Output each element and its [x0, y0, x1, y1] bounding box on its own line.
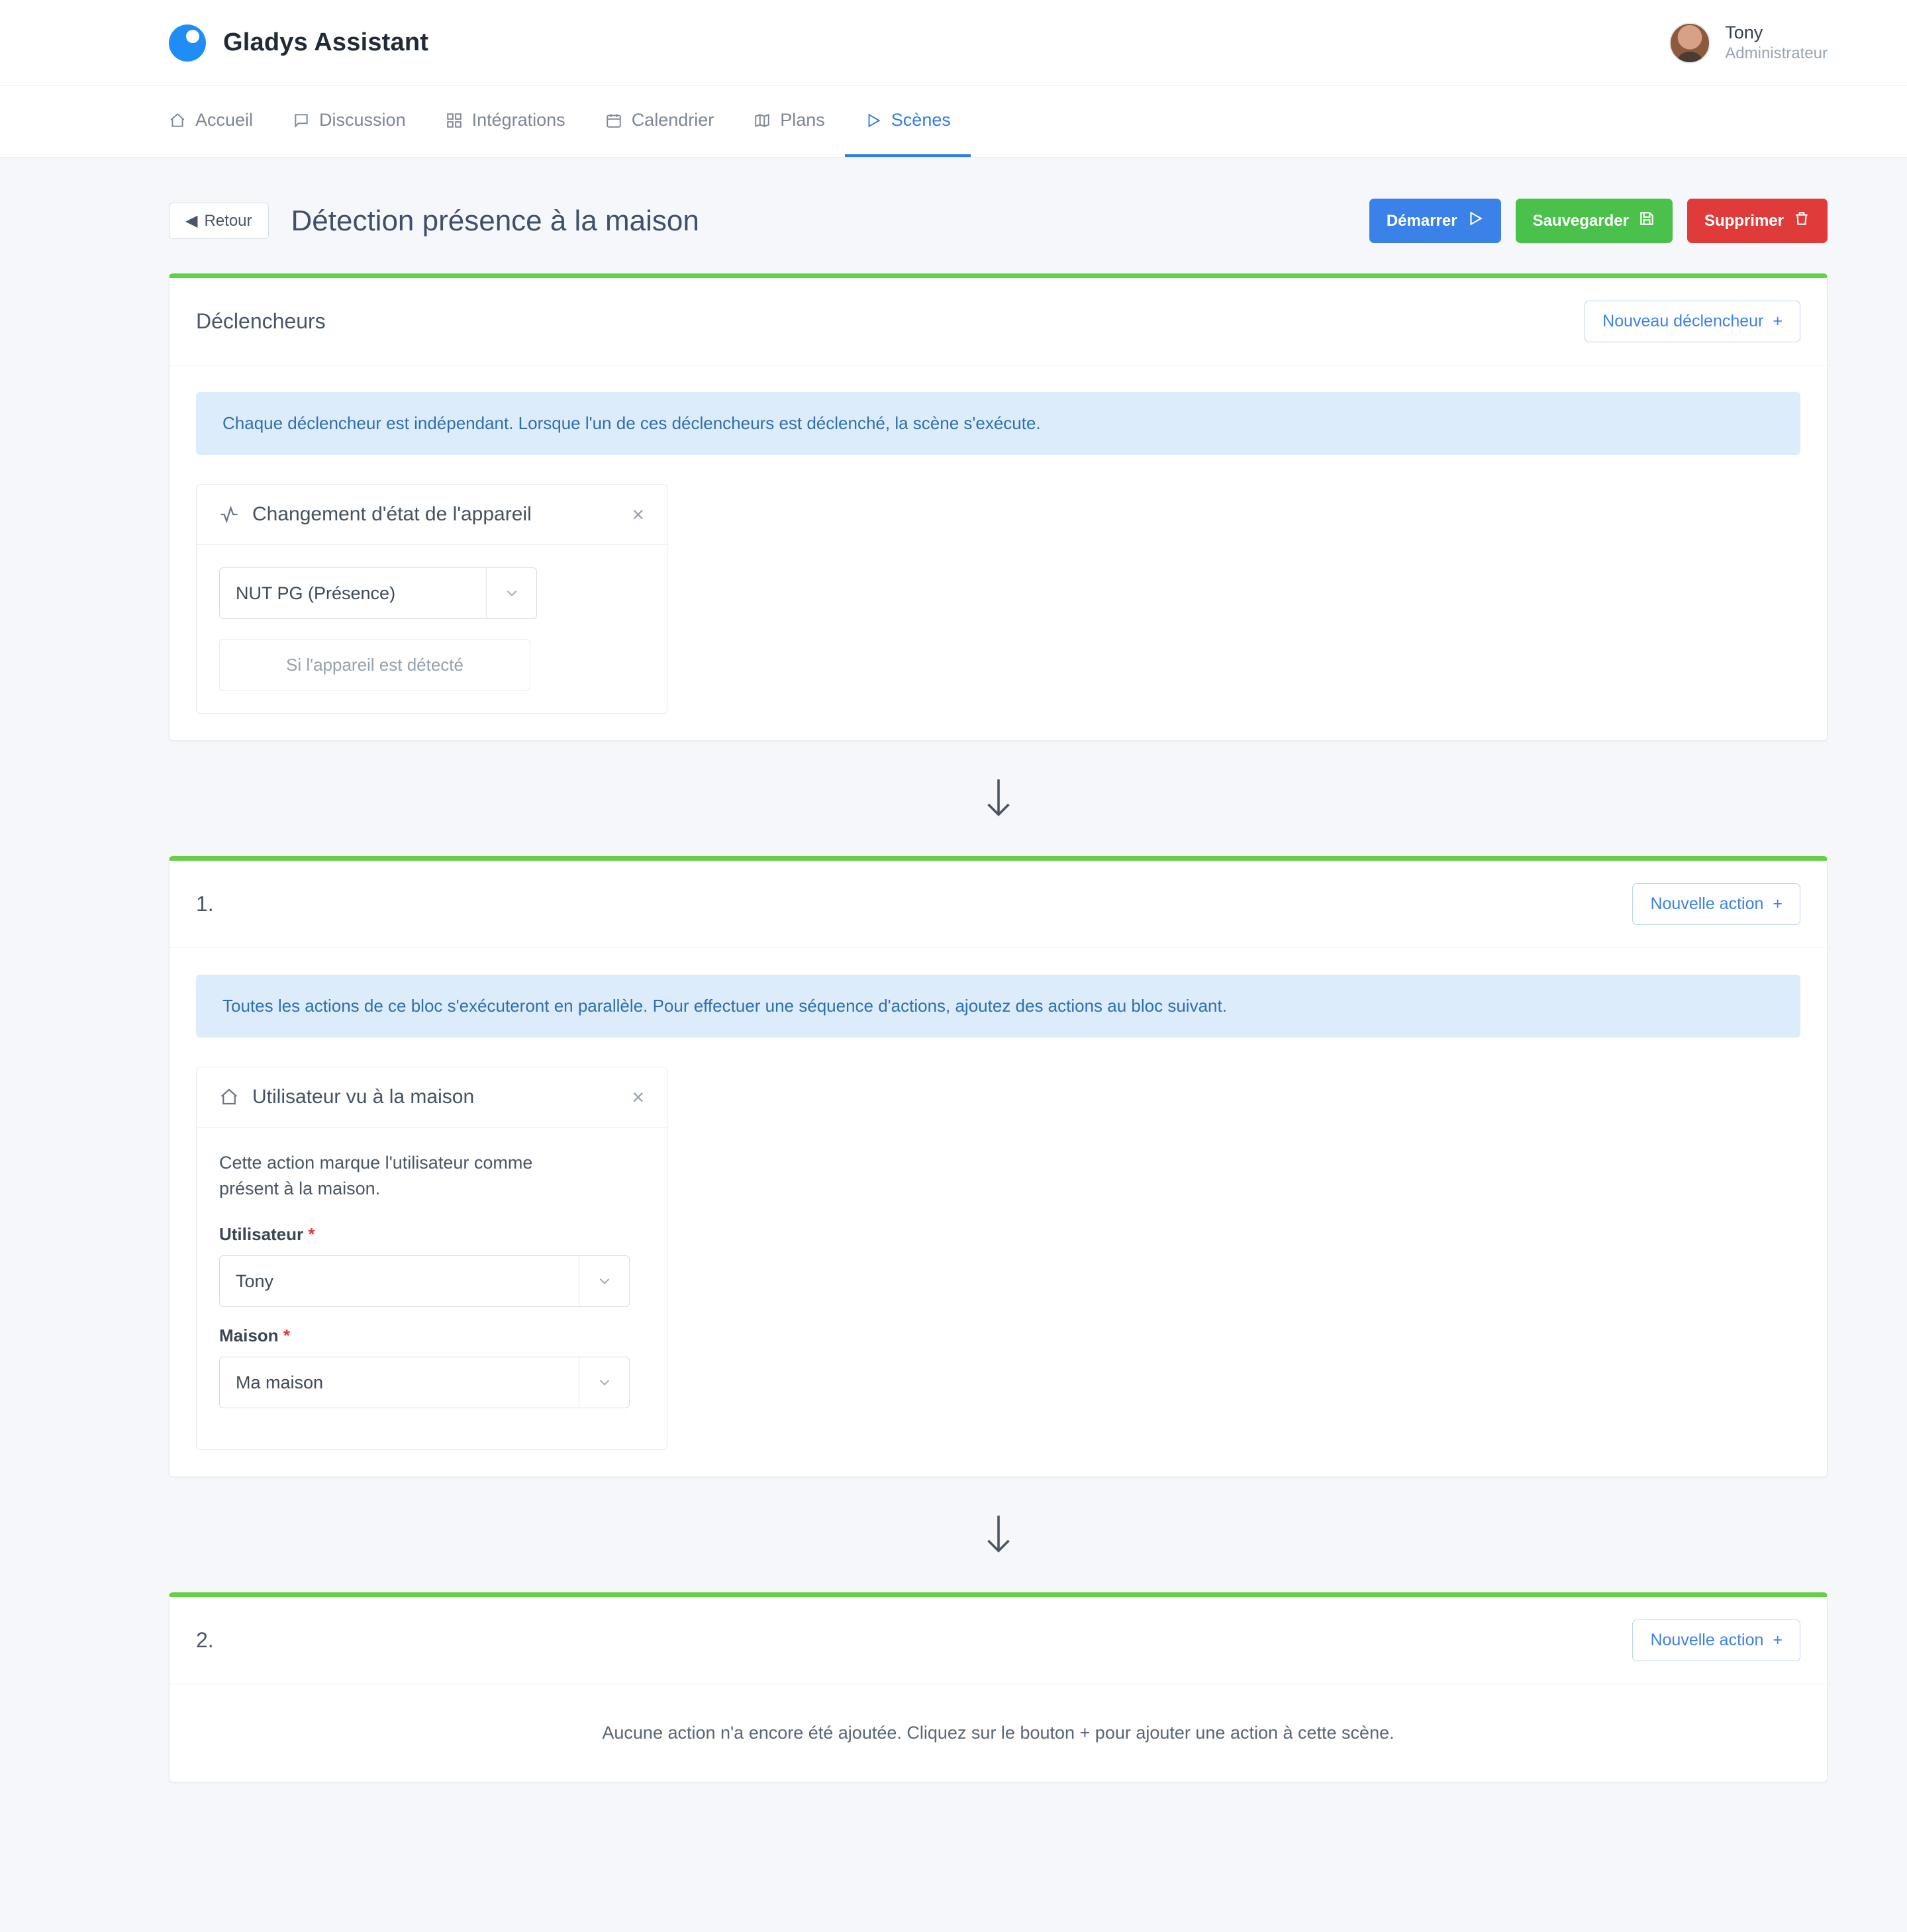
new-action-button[interactable]	[1632, 883, 1800, 925]
trash-icon	[1793, 210, 1810, 232]
empty-actions-text: Aucune action n'a encore été ajoutée. Cliquez sur le bouton + pour ajouter une action à cette scène.	[602, 1723, 1394, 1743]
flow-arrow-2	[169, 1477, 1828, 1592]
nav-label: Plans	[780, 110, 825, 130]
field-label-text: Utilisateur	[219, 1224, 304, 1245]
triggers-card-header	[170, 278, 1827, 365]
scene-editor	[0, 243, 1907, 1862]
user-select[interactable]	[219, 1255, 630, 1307]
page-header	[0, 158, 1907, 243]
map-icon	[754, 112, 771, 129]
trigger-block-header	[197, 485, 667, 545]
field-utilisateur	[219, 1224, 644, 1307]
action-card	[196, 1067, 667, 1450]
home-icon	[169, 112, 186, 129]
calendar-icon	[605, 112, 622, 129]
chevron-down-icon	[579, 1357, 629, 1408]
nav-item-scenes[interactable]	[845, 86, 971, 157]
user-menu[interactable]	[1669, 22, 1828, 64]
field-label	[219, 1224, 644, 1245]
trigger-block	[196, 484, 667, 714]
grid-icon	[446, 112, 463, 129]
triggers-title: Déclencheurs	[196, 309, 326, 333]
user-name: Tony	[1725, 22, 1763, 42]
back-button[interactable]	[169, 203, 269, 239]
top-bar	[0, 0, 1907, 86]
play-icon	[1467, 210, 1484, 232]
nav-label: Scènes	[891, 110, 951, 130]
nav-item-calendrier[interactable]	[585, 86, 734, 157]
field-maison	[219, 1326, 644, 1408]
delete-button[interactable]	[1687, 199, 1828, 243]
back-arrow-icon: ◀	[185, 212, 198, 230]
nav-label: Accueil	[195, 110, 254, 130]
triggers-info-banner: Chaque déclencheur est indépendant. Lorsque l'un de ces déclencheurs est déclenché, la scène s'exécute.	[196, 392, 1800, 455]
home-icon	[219, 1087, 239, 1107]
action-description: Cette action marque l'utilisateur comme présent à la maison.	[219, 1153, 533, 1199]
action-block-1-header	[170, 861, 1827, 948]
nav-item-plans[interactable]	[734, 86, 845, 157]
field-label	[219, 1326, 644, 1346]
page-title: Détection présence à la maison	[291, 204, 699, 237]
save-icon	[1638, 210, 1655, 232]
close-icon[interactable]: ×	[632, 1085, 644, 1109]
action-card-body	[197, 1128, 667, 1449]
brand[interactable]	[169, 24, 428, 62]
brand-name: Gladys Assistant	[223, 28, 429, 56]
chevron-down-icon	[579, 1256, 629, 1306]
triggers-card	[169, 273, 1828, 741]
save-button[interactable]	[1516, 199, 1673, 243]
new-trigger-button[interactable]	[1585, 301, 1800, 342]
trigger-device-value: NUT PG (Présence)	[236, 583, 396, 603]
field-label-text: Maison	[219, 1326, 279, 1346]
delete-label: Supprimer	[1704, 211, 1784, 230]
action-block-2	[169, 1592, 1828, 1782]
main-nav	[0, 86, 1907, 158]
trigger-device-select[interactable]	[219, 567, 537, 619]
house-select-value: Ma maison	[236, 1372, 324, 1392]
page-actions	[1369, 199, 1828, 243]
nav-label: Discussion	[319, 110, 406, 130]
avatar	[1669, 23, 1710, 64]
action-block-index: 2.	[196, 1628, 214, 1653]
required-marker: *	[308, 1224, 315, 1245]
back-label: Retour	[204, 211, 252, 230]
nav-label: Intégrations	[471, 110, 565, 130]
new-action-label: Nouvelle action	[1650, 894, 1764, 913]
plus-icon: +	[1773, 894, 1783, 913]
nav-item-accueil[interactable]	[169, 86, 273, 157]
new-trigger-label: Nouveau déclencheur	[1602, 312, 1764, 330]
flow-arrow-1	[169, 741, 1828, 856]
nav-label: Calendrier	[631, 110, 714, 130]
user-role: Administrateur	[1725, 44, 1828, 63]
action-block-1-body	[170, 948, 1827, 1476]
plus-icon: +	[1773, 1631, 1783, 1650]
user-select-value: Tony	[236, 1271, 274, 1291]
action-title: Utilisateur vu à la maison	[252, 1086, 475, 1108]
nav-item-integrations[interactable]	[426, 86, 585, 157]
trigger-condition-text: Si l'appareil est détecté	[219, 639, 530, 691]
required-marker: *	[283, 1326, 290, 1346]
close-icon[interactable]: ×	[632, 503, 644, 526]
save-label: Sauvegarder	[1532, 211, 1629, 230]
action-block-index: 1.	[196, 892, 214, 916]
chevron-down-icon	[486, 568, 536, 618]
plus-icon: +	[1773, 312, 1783, 330]
new-action-label: Nouvelle action	[1650, 1631, 1764, 1650]
trigger-title: Changement d'état de l'appareil	[252, 503, 532, 525]
action-block-2-header	[170, 1597, 1827, 1684]
action-block-1	[169, 856, 1828, 1477]
chat-icon	[293, 112, 310, 129]
action-info-banner: Toutes les actions de ce bloc s'exécuteront en parallèle. Pour effectuer une séquence d'actions, ajoutez des actions au bloc suivant.	[196, 975, 1800, 1038]
triggers-card-body	[170, 365, 1827, 740]
trigger-block-body	[197, 545, 667, 713]
gladys-logo-icon	[169, 24, 206, 62]
new-action-button[interactable]	[1632, 1619, 1800, 1661]
start-label: Démarrer	[1386, 211, 1457, 230]
house-select[interactable]	[219, 1357, 630, 1408]
start-button[interactable]	[1369, 199, 1501, 243]
play-icon	[865, 112, 882, 129]
nav-item-discussion[interactable]	[273, 86, 426, 157]
action-card-header	[197, 1067, 667, 1128]
activity-icon	[219, 505, 239, 524]
